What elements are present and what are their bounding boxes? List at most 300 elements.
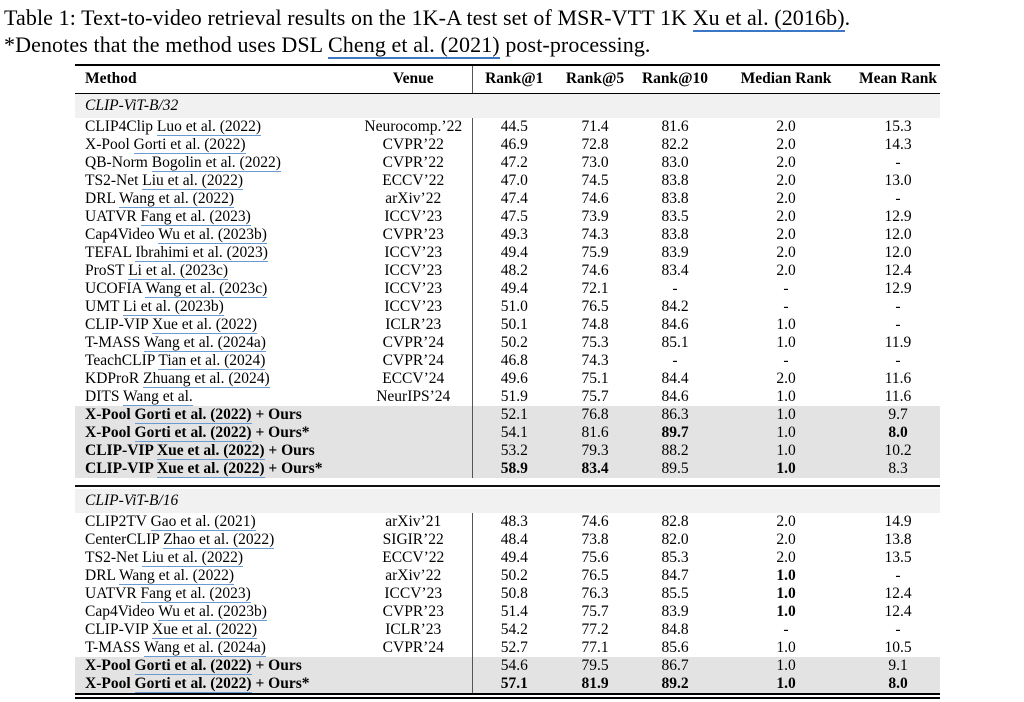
value-cell: 54.1 [472, 424, 556, 442]
method-cell [75, 424, 355, 442]
value-cell: 2.0 [776, 262, 796, 279]
method-name: QB-Norm [85, 154, 152, 171]
value-cell: 52.1 [472, 406, 556, 424]
value-cell: 83.4 [661, 262, 689, 279]
method-cell [75, 585, 355, 603]
table-caption [4, 4, 1024, 58]
value-cell: 53.2 [472, 442, 556, 460]
method-name: T-MASS [85, 334, 145, 351]
citation-link[interactable]: Wu et al. (2023b) [158, 226, 267, 243]
table-row [75, 657, 940, 675]
citation-link[interactable]: Gorti et al. (2022) [134, 406, 252, 423]
value-cell: 77.2 [581, 621, 609, 638]
value-cell: 2.0 [776, 226, 796, 243]
column-header-mean-rank: Mean Rank [856, 65, 940, 94]
citation-link[interactable]: Zhao et al. (2022) [163, 531, 275, 548]
value-cell: - [672, 280, 678, 297]
table-row [75, 549, 940, 567]
value-cell: 85.1 [661, 334, 689, 351]
citation-link[interactable]: Li et al. (2023b) [123, 298, 224, 315]
value-cell: 89.7 [634, 424, 716, 442]
method-name: TS2-Net [85, 549, 143, 566]
venue-cell [355, 657, 472, 675]
value-cell: 54.2 [472, 621, 556, 639]
method-cell [75, 675, 355, 693]
method-suffix: + Ours [251, 406, 302, 423]
method-name: UATVR [85, 585, 141, 602]
citation-link[interactable]: Zhuang et al. (2024) [143, 370, 270, 387]
value-cell: 12.4 [884, 262, 912, 279]
method-name: CenterCLIP [85, 531, 164, 548]
table-row [75, 639, 940, 657]
method-cell [75, 208, 355, 226]
value-cell: 75.3 [581, 334, 609, 351]
value-cell: 10.2 [856, 442, 940, 460]
table-row [75, 460, 940, 478]
value-cell: 77.1 [581, 639, 609, 656]
value-cell: 1.0 [716, 657, 856, 675]
venue-cell: CVPR’22 [382, 136, 444, 153]
section-divider-cell [75, 478, 940, 489]
citation-link[interactable]: Gorti et al. (2022) [134, 675, 252, 692]
citation-link-cheng-2021[interactable]: Cheng et al. (2021) [327, 32, 500, 57]
table-row [75, 136, 940, 154]
method-name: CLIP2TV [85, 513, 151, 530]
citation-link[interactable]: Wang et al. [123, 388, 193, 405]
method-name: X-Pool [85, 657, 135, 674]
venue-cell: CVPR’24 [382, 352, 444, 369]
value-cell: 58.9 [472, 460, 556, 478]
column-header-median-rank: Median Rank [716, 65, 856, 94]
table-row [75, 621, 940, 639]
value-cell: 75.7 [581, 603, 609, 620]
value-cell: 83.9 [661, 244, 689, 261]
citation-link[interactable]: Gorti et al. (2022) [133, 136, 246, 153]
value-cell: 2.0 [776, 136, 796, 153]
value-cell: 89.2 [634, 675, 716, 693]
table-row [75, 388, 940, 406]
value-cell: 1.0 [716, 424, 856, 442]
venue-cell: CVPR’23 [382, 603, 444, 620]
value-cell: 76.5 [581, 298, 609, 315]
value-cell: 49.3 [472, 226, 556, 244]
value-cell: 74.3 [581, 352, 609, 369]
method-name: UATVR [85, 208, 141, 225]
table-row [75, 442, 940, 460]
column-header-rank1: Rank@1 [472, 65, 556, 94]
value-cell: 76.5 [581, 567, 609, 584]
method-suffix: + Ours [264, 442, 315, 459]
value-cell: 9.7 [856, 406, 940, 424]
table-row [75, 424, 940, 442]
method-cell [75, 567, 355, 585]
table-row [75, 585, 940, 603]
value-cell: - [672, 352, 678, 369]
value-cell: 75.7 [581, 388, 609, 405]
value-cell: 2.0 [776, 549, 796, 566]
caption-line1-text: Table 1: Text-to-video retrieval results on the 1K-A test set of MSR-VTT 1K [4, 5, 693, 30]
value-cell: 73.8 [581, 531, 609, 548]
citation-link[interactable]: Fang et al. (2023) [140, 208, 251, 225]
method-name: X-Pool [85, 675, 135, 692]
method-name: CLIP-VIP [85, 316, 153, 333]
value-cell: 49.4 [472, 280, 556, 298]
value-cell: 12.9 [884, 280, 912, 297]
value-cell: 84.2 [661, 298, 689, 315]
value-cell: 75.9 [581, 244, 609, 261]
value-cell: 14.9 [884, 513, 912, 530]
venue-cell: ECCV’22 [382, 172, 445, 189]
table-row [75, 154, 940, 172]
venue-cell: Neurocomp.’22 [364, 118, 463, 135]
section-divider-line [75, 485, 940, 487]
table-row [75, 190, 940, 208]
method-cell [75, 154, 355, 172]
venue-cell [355, 460, 472, 478]
table-row [75, 370, 940, 388]
value-cell: 83.8 [661, 226, 689, 243]
method-name: TeachCLIP [85, 352, 159, 369]
value-cell: 2.0 [776, 118, 796, 135]
value-cell: 74.6 [581, 262, 609, 279]
venue-cell: CVPR’22 [382, 154, 444, 171]
value-cell: 75.1 [581, 370, 609, 387]
value-cell: - [783, 352, 789, 369]
value-cell: 74.8 [581, 316, 609, 333]
value-cell: 50.8 [472, 585, 556, 603]
method-suffix: + Ours* [251, 424, 310, 441]
value-cell: 11.9 [884, 334, 912, 351]
method-cell [75, 118, 355, 136]
venue-cell: CVPR’24 [382, 639, 444, 656]
method-name: UCOFIA [85, 280, 146, 297]
value-cell: - [895, 298, 901, 315]
value-cell: 84.6 [661, 316, 689, 333]
method-name: DRL [85, 190, 120, 207]
value-cell: 49.4 [472, 549, 556, 567]
method-name: TS2-Net [85, 172, 143, 189]
value-cell: 1.0 [776, 639, 796, 656]
value-cell: 2.0 [776, 370, 796, 387]
value-cell: 85.3 [661, 549, 689, 566]
value-cell: 86.7 [634, 657, 716, 675]
method-cell [75, 513, 355, 531]
value-cell: 83.4 [556, 460, 634, 478]
value-cell: 47.2 [472, 154, 556, 172]
value-cell: - [895, 316, 901, 333]
value-cell: - [895, 190, 901, 207]
value-cell: 81.6 [556, 424, 634, 442]
value-cell: 9.1 [856, 657, 940, 675]
method-suffix: + Ours [251, 657, 302, 674]
value-cell: 48.4 [472, 531, 556, 549]
method-cell [75, 190, 355, 208]
value-cell: 46.8 [472, 352, 556, 370]
citation-link[interactable]: Wang et al. (2022) [119, 567, 234, 584]
value-cell: 1.0 [716, 460, 856, 478]
value-cell: 71.4 [581, 118, 609, 135]
table-row [75, 567, 940, 585]
section-divider [75, 478, 940, 489]
citation-link-xu-2016b[interactable]: Xu et al. (2016b) [692, 5, 845, 30]
venue-cell: CVPR’23 [382, 226, 444, 243]
table-row [75, 513, 940, 531]
venue-cell: SIGIR’22 [382, 531, 444, 548]
value-cell: 50.1 [472, 316, 556, 334]
method-cell [75, 172, 355, 190]
method-cell [75, 531, 355, 549]
value-cell: 82.0 [661, 531, 689, 548]
value-cell: 48.3 [472, 513, 556, 531]
table-header [75, 65, 940, 94]
value-cell: 2.0 [776, 244, 796, 261]
value-cell: 81.9 [556, 675, 634, 693]
citation-link[interactable]: Luo et al. (2022) [156, 118, 262, 135]
value-cell: 57.1 [472, 675, 556, 693]
citation-link[interactable]: Li et al. (2023c) [128, 262, 229, 279]
value-cell: 11.6 [884, 370, 912, 387]
caption-line1-period: . [844, 5, 851, 30]
venue-cell: arXiv’22 [385, 567, 442, 584]
citation-link[interactable]: Xue et al. (2022) [152, 621, 258, 638]
method-name: Cap4Video [85, 603, 159, 620]
value-cell: 83.0 [661, 154, 689, 171]
method-cell [75, 280, 355, 298]
value-cell: - [895, 567, 901, 584]
method-cell [75, 244, 355, 262]
value-cell: 8.0 [856, 675, 940, 693]
table-row [75, 118, 940, 136]
value-cell: 88.2 [634, 442, 716, 460]
value-cell: 50.2 [472, 334, 556, 352]
method-name: CLIP-VIP [85, 442, 157, 459]
value-cell: 12.4 [884, 585, 912, 602]
value-cell: 12.9 [884, 208, 912, 225]
table-row [75, 208, 940, 226]
table-row [75, 531, 940, 549]
method-name: Cap4Video [85, 226, 159, 243]
value-cell: 51.9 [472, 388, 556, 406]
venue-cell: ICLR’23 [385, 316, 442, 333]
venue-cell: ICCV’23 [384, 298, 443, 315]
method-cell [75, 388, 355, 406]
value-cell: 86.3 [634, 406, 716, 424]
value-cell: 1.0 [716, 442, 856, 460]
citation-link[interactable]: Gao et al. (2021) [150, 513, 256, 530]
citation-link[interactable]: Wang et al. (2023c) [145, 280, 268, 297]
venue-cell [355, 442, 472, 460]
value-cell: 2.0 [776, 154, 796, 171]
table-body [75, 94, 940, 694]
value-cell: 1.0 [776, 334, 796, 351]
table-row [75, 226, 940, 244]
method-cell [75, 460, 355, 478]
table-row [75, 406, 940, 424]
table-row [75, 316, 940, 334]
value-cell: 2.0 [776, 172, 796, 189]
citation-link[interactable]: Liu et al. (2022) [142, 549, 243, 566]
value-cell: 83.8 [661, 190, 689, 207]
value-cell: 13.0 [884, 172, 912, 189]
venue-cell: ICCV’23 [384, 208, 443, 225]
value-cell: 2.0 [776, 531, 796, 548]
venue-cell: ICLR’23 [385, 621, 442, 638]
value-cell: 15.3 [884, 118, 912, 135]
method-cell [75, 316, 355, 334]
citation-link[interactable]: Tian et al. (2024) [158, 352, 266, 369]
value-cell: 44.5 [472, 118, 556, 136]
citation-link[interactable]: Ibrahimi et al. (2023) [135, 244, 268, 261]
value-cell: 12.4 [884, 603, 912, 620]
citation-link[interactable]: Gorti et al. (2022) [134, 424, 252, 441]
method-name: X-Pool [85, 406, 135, 423]
value-cell: 1.0 [776, 585, 796, 602]
venue-cell: arXiv’22 [385, 190, 442, 207]
value-cell: 1.0 [776, 603, 796, 620]
method-cell [75, 657, 355, 675]
section-title: CLIP-ViT-B/16 [75, 489, 940, 513]
value-cell: 50.2 [472, 567, 556, 585]
method-name: DITS [85, 388, 124, 405]
method-cell [75, 136, 355, 154]
citation-link[interactable]: Xue et al. (2022) [156, 460, 265, 477]
method-cell [75, 621, 355, 639]
value-cell: 82.2 [661, 136, 689, 153]
value-cell: 76.3 [581, 585, 609, 602]
citation-link[interactable]: Fang et al. (2023) [140, 585, 251, 602]
table-row [75, 334, 940, 352]
value-cell: 2.0 [776, 190, 796, 207]
value-cell: 83.5 [661, 208, 689, 225]
citation-link[interactable]: Xue et al. (2022) [152, 316, 258, 333]
method-name: TEFAL [85, 244, 136, 261]
table-row [75, 280, 940, 298]
method-name: CLIP-VIP [85, 460, 157, 477]
value-cell: 12.0 [884, 226, 912, 243]
value-cell: - [895, 352, 901, 369]
header-row [75, 65, 940, 94]
citation-link[interactable]: Gorti et al. (2022) [134, 657, 252, 674]
value-cell: 12.0 [884, 244, 912, 261]
section-title: CLIP-ViT-B/32 [75, 94, 940, 119]
value-cell: 76.8 [556, 406, 634, 424]
value-cell: 13.5 [884, 549, 912, 566]
method-cell [75, 639, 355, 657]
method-name: X-Pool [85, 136, 134, 153]
citation-link[interactable]: Wang et al. (2024a) [144, 639, 266, 656]
value-cell: 52.7 [472, 639, 556, 657]
table-row [75, 244, 940, 262]
method-name: UMT [85, 298, 124, 315]
venue-cell: ECCV’22 [382, 549, 445, 566]
value-cell: 2.0 [776, 208, 796, 225]
method-cell [75, 442, 355, 460]
venue-cell: ICCV’23 [384, 585, 443, 602]
value-cell: 72.8 [581, 136, 609, 153]
caption-line2-text: *Denotes that the method uses DSL [4, 32, 328, 57]
venue-cell: ECCV’24 [382, 370, 445, 387]
value-cell: 79.5 [556, 657, 634, 675]
value-cell: 74.6 [581, 513, 609, 530]
venue-cell: ICCV’23 [384, 244, 443, 261]
method-cell [75, 370, 355, 388]
method-cell [75, 352, 355, 370]
value-cell: 14.3 [884, 136, 912, 153]
column-header-rank5: Rank@5 [556, 65, 634, 94]
venue-cell: arXiv’21 [385, 513, 442, 530]
table-row [75, 172, 940, 190]
method-name: KDProR [85, 370, 144, 387]
venue-cell: ICCV’23 [384, 262, 443, 279]
value-cell: 1.0 [716, 675, 856, 693]
table-row [75, 675, 940, 693]
value-cell: 85.6 [661, 639, 689, 656]
method-cell [75, 549, 355, 567]
venue-cell [355, 406, 472, 424]
value-cell: - [783, 280, 789, 297]
method-cell [75, 226, 355, 244]
value-cell: 84.6 [661, 388, 689, 405]
table-bottom-rule [75, 693, 940, 699]
value-cell: 89.5 [634, 460, 716, 478]
citation-link[interactable]: Wang et al. (2022) [119, 190, 234, 207]
value-cell: 8.3 [856, 460, 940, 478]
value-cell: 79.3 [556, 442, 634, 460]
value-cell: 47.0 [472, 172, 556, 190]
value-cell: 83.9 [661, 603, 689, 620]
method-cell [75, 603, 355, 621]
table-row [75, 262, 940, 280]
citation-link[interactable]: Wang et al. (2024a) [144, 334, 266, 351]
method-name: X-Pool [85, 424, 135, 441]
value-cell: 72.1 [581, 280, 609, 297]
venue-cell: CVPR’24 [382, 334, 444, 351]
citation-link[interactable]: Wu et al. (2023b) [158, 603, 267, 620]
value-cell: - [783, 621, 789, 638]
table-row [75, 603, 940, 621]
value-cell: 84.7 [661, 567, 689, 584]
value-cell: 1.0 [776, 388, 796, 405]
value-cell: - [895, 621, 901, 638]
value-cell: 84.8 [661, 621, 689, 638]
citation-link[interactable]: Liu et al. (2022) [142, 172, 243, 189]
value-cell: 83.8 [661, 172, 689, 189]
method-suffix: + Ours* [264, 460, 323, 477]
column-header-rank10: Rank@10 [634, 65, 716, 94]
venue-cell [355, 424, 472, 442]
value-cell: 49.6 [472, 370, 556, 388]
value-cell: 74.3 [581, 226, 609, 243]
value-cell: 48.2 [472, 262, 556, 280]
citation-link[interactable]: Bogolin et al. (2022) [151, 154, 281, 171]
value-cell: 73.0 [581, 154, 609, 171]
value-cell: - [895, 154, 901, 171]
value-cell: 81.6 [661, 118, 689, 135]
method-name: CLIP-VIP [85, 621, 153, 638]
value-cell: 2.0 [776, 513, 796, 530]
caption-line2-tail: post-processing. [499, 32, 651, 57]
value-cell: 1.0 [776, 567, 796, 584]
citation-link[interactable]: Xue et al. (2022) [156, 442, 265, 459]
value-cell: 11.6 [884, 388, 912, 405]
method-cell [75, 298, 355, 316]
method-name: CLIP4Clip [85, 118, 157, 135]
method-cell [75, 262, 355, 280]
value-cell: 49.4 [472, 244, 556, 262]
value-cell: 51.4 [472, 603, 556, 621]
value-cell: 74.6 [581, 190, 609, 207]
value-cell: 1.0 [716, 406, 856, 424]
